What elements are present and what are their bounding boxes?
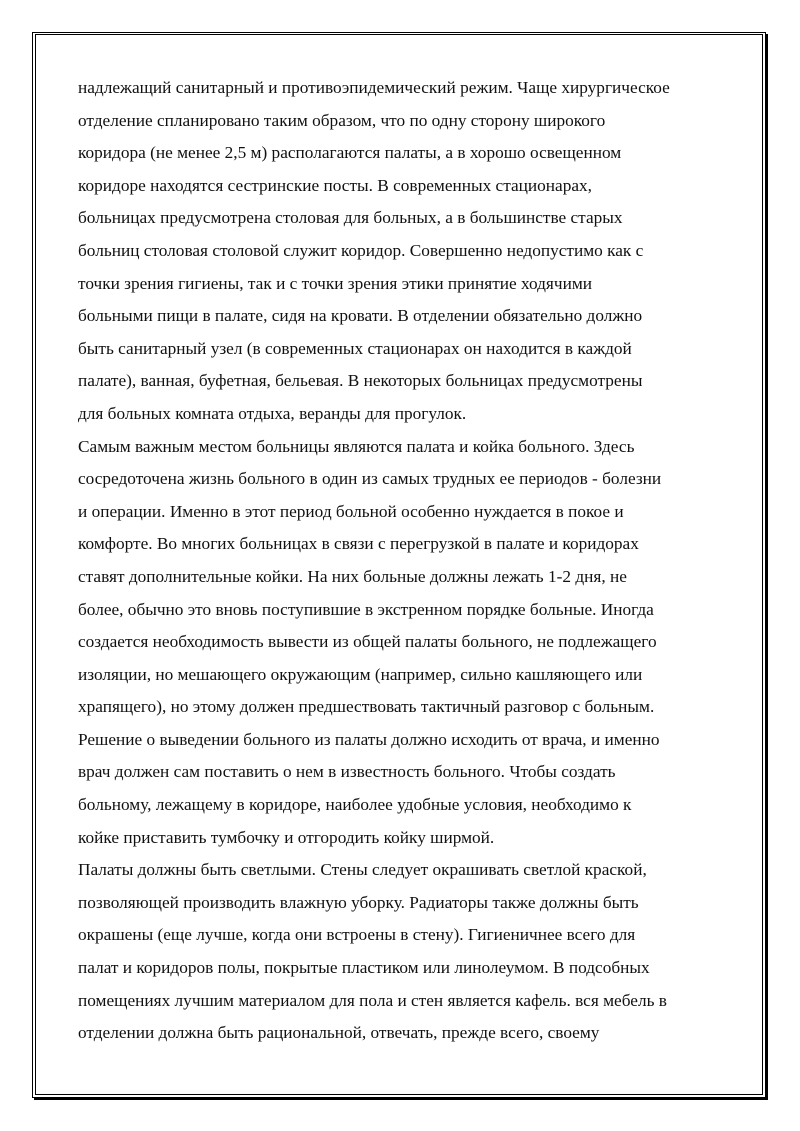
text-line: больному, лежащему в коридоре, наиболее удобные условия, необходимо к xyxy=(78,795,632,815)
text-line: для больных комната отдыха, веранды для прогулок. xyxy=(78,403,467,423)
text-line: отделении должна быть рациональной, отвечать, прежде всего, своему xyxy=(78,1023,600,1043)
text-line: палат и коридоров полы, покрытые пластиком или линолеумом. В подсобных xyxy=(78,958,650,978)
text-line: комфорте. Во многих больницах в связи с перегрузкой в палате и коридорах xyxy=(78,534,639,554)
text-line: больными пищи в палате, сидя на кровати. В отделении обязательно должно xyxy=(78,306,643,326)
text-line: быть санитарный узел (в современных стационарах он находится в каждой xyxy=(78,338,632,358)
text-line: помещениях лучшим материалом для пола и стен является кафель. вся мебель в xyxy=(78,990,667,1010)
text-line: окрашены (еще лучше, когда они встроены в стену). Гигиеничнее всего для xyxy=(78,925,636,945)
text-line: надлежащий санитарный и противоэпидемический режим. Чаще хирургическое xyxy=(78,78,670,97)
text-line: более, обычно это вновь поступившие в экстренном порядке больные. Иногда xyxy=(78,599,654,619)
text-line: коридора (не менее 2,5 м) располагаются палаты, а в хорошо освещенном xyxy=(78,143,622,163)
text-line: Решение о выведении больного из палаты должно исходить от врача, и именно xyxy=(78,729,660,749)
text-line: отделение спланировано таким образом, что по одну сторону широкого xyxy=(78,110,606,130)
text-line: больницах предусмотрена столовая для больных, а в большинстве старых xyxy=(78,208,623,228)
text-line: больниц столовая столовой служит коридор. Совершенно недопустимо как с xyxy=(78,240,644,260)
document-body xyxy=(78,72,730,1050)
text-line: сосредоточена жизнь больного в один из самых трудных ее периодов - болезни xyxy=(78,469,662,489)
text-line: создается необходимость вывести из общей палаты больного, не подлежащего xyxy=(78,632,657,652)
text-line: палате), ванная, буфетная, бельевая. В некоторых больницах предусмотрены xyxy=(78,371,643,391)
text-line: врач должен сам поставить о нем в известность больного. Чтобы создать xyxy=(78,762,616,782)
text-line: позволяющей производить влажную уборку. Радиаторы также должны быть xyxy=(78,892,639,912)
text-line: храпящего), но этому должен предшествовать тактичный разговор с больным. xyxy=(78,697,655,717)
text-line: коридоре находятся сестринские посты. В современных стационарах, xyxy=(78,175,592,195)
text-line: Палаты должны быть светлыми. Стены следует окрашивать светлой краской, xyxy=(78,860,647,880)
text-line: ставят дополнительные койки. На них больные должны лежать 1-2 дня, не xyxy=(78,566,627,586)
text-line: койке приставить тумбочку и отгородить койку ширмой. xyxy=(78,827,495,847)
text-line: Самым важным местом больницы являются палата и койка больного. Здесь xyxy=(78,436,635,456)
text-line: изоляции, но мешающего окружающим (например, сильно кашляющего или xyxy=(78,664,643,684)
text-line: точки зрения гигиены, так и с точки зрения этики принятие ходячими xyxy=(78,273,592,293)
text-line: и операции. Именно в этот период больной особенно нуждается в покое и xyxy=(78,501,624,521)
